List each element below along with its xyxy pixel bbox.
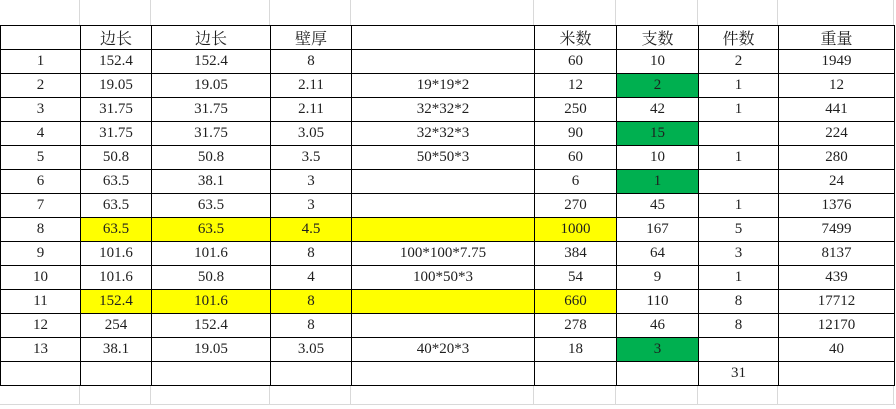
cell-spec[interactable]: 100*50*3 bbox=[352, 266, 535, 290]
cell-count-jian[interactable] bbox=[699, 122, 779, 146]
cell-row-number[interactable]: 5 bbox=[1, 146, 81, 170]
cell-row-number[interactable]: 13 bbox=[1, 338, 81, 362]
cell-row-number[interactable]: 9 bbox=[1, 242, 81, 266]
empty-spreadsheet-cell[interactable] bbox=[534, 0, 616, 25]
cell-spec[interactable]: 32*32*3 bbox=[352, 122, 535, 146]
cell-side-length-a[interactable]: 19.05 bbox=[81, 74, 152, 98]
cell-row-number[interactable]: 8 bbox=[1, 218, 81, 242]
cell-meters[interactable]: 60 bbox=[535, 50, 617, 74]
cell-meters[interactable]: 384 bbox=[535, 242, 617, 266]
table-row bbox=[1, 74, 895, 98]
empty-spreadsheet-cell[interactable] bbox=[616, 386, 698, 404]
table-row bbox=[1, 290, 895, 314]
cell-side-length-a[interactable]: 152.4 bbox=[81, 290, 152, 314]
cell-row-number[interactable]: 7 bbox=[1, 194, 81, 218]
cell-spec[interactable] bbox=[352, 218, 535, 242]
cell-side-length-b[interactable]: 152.4 bbox=[152, 50, 271, 74]
cell-wall-thickness[interactable]: 3.05 bbox=[271, 122, 352, 146]
empty-spreadsheet-cell[interactable] bbox=[270, 0, 351, 25]
cell-side-length-a[interactable]: 254 bbox=[81, 314, 152, 338]
cell-side-length-b[interactable]: 63.5 bbox=[152, 218, 271, 242]
cell-wall-thickness[interactable]: 8 bbox=[271, 242, 352, 266]
header-row bbox=[1, 26, 895, 50]
cell-side-length-a[interactable] bbox=[81, 362, 152, 386]
cell-wall-thickness[interactable]: 8 bbox=[271, 50, 352, 74]
empty-spreadsheet-cell[interactable] bbox=[698, 386, 778, 404]
cell-side-length-b[interactable]: 101.6 bbox=[152, 242, 271, 266]
cell-count-jian[interactable]: 8 bbox=[699, 314, 779, 338]
cell-count-jian[interactable]: 1 bbox=[699, 146, 779, 170]
cell-wall-thickness[interactable]: 4.5 bbox=[271, 218, 352, 242]
cell-side-length-b[interactable]: 38.1 bbox=[152, 170, 271, 194]
table-row bbox=[1, 218, 895, 242]
empty-spreadsheet-cell[interactable] bbox=[778, 0, 894, 25]
empty-spreadsheet-cell[interactable] bbox=[616, 0, 698, 25]
cell-side-length-b[interactable]: 19.05 bbox=[152, 338, 271, 362]
cell-side-length-a[interactable]: 152.4 bbox=[81, 50, 152, 74]
empty-spreadsheet-cell[interactable] bbox=[270, 386, 351, 404]
cell-meters[interactable]: 18 bbox=[535, 338, 617, 362]
spreadsheet-table bbox=[0, 25, 895, 386]
cell-side-length-a[interactable]: 63.5 bbox=[81, 218, 152, 242]
cell-spec[interactable] bbox=[352, 362, 535, 386]
cell-count-zhi[interactable]: 9 bbox=[617, 266, 699, 290]
cell-spec[interactable] bbox=[352, 194, 535, 218]
cell-spec[interactable]: 50*50*3 bbox=[352, 146, 535, 170]
cell-row-number[interactable]: 10 bbox=[1, 266, 81, 290]
cell-spec[interactable] bbox=[352, 314, 535, 338]
table-row bbox=[1, 266, 895, 290]
empty-spreadsheet-cell[interactable] bbox=[80, 0, 151, 25]
empty-spreadsheet-cell[interactable] bbox=[351, 386, 534, 404]
cell-count-jian[interactable]: 1 bbox=[699, 74, 779, 98]
header-cell-spec[interactable] bbox=[352, 26, 535, 50]
cell-side-length-b[interactable] bbox=[152, 362, 271, 386]
empty-spreadsheet-cell[interactable] bbox=[534, 386, 616, 404]
header-cell-count-jian[interactable]: 件数 bbox=[699, 26, 779, 50]
empty-spreadsheet-cell[interactable] bbox=[0, 0, 80, 25]
cell-count-jian[interactable] bbox=[699, 170, 779, 194]
empty-spreadsheet-cell[interactable] bbox=[151, 0, 270, 25]
cell-side-length-b[interactable]: 19.05 bbox=[152, 74, 271, 98]
cell-count-zhi[interactable]: 167 bbox=[617, 218, 699, 242]
cell-weight[interactable]: 280 bbox=[779, 146, 895, 170]
cell-row-number[interactable]: 2 bbox=[1, 74, 81, 98]
cell-count-zhi[interactable]: 46 bbox=[617, 314, 699, 338]
header-cell-side-length-b[interactable]: 边长 bbox=[152, 26, 271, 50]
cell-weight[interactable]: 441 bbox=[779, 98, 895, 122]
empty-spreadsheet-cell[interactable] bbox=[351, 0, 534, 25]
cell-wall-thickness[interactable]: 3.5 bbox=[271, 146, 352, 170]
cell-count-jian[interactable]: 3 bbox=[699, 242, 779, 266]
cell-wall-thickness[interactable]: 3.05 bbox=[271, 338, 352, 362]
cell-meters[interactable]: 278 bbox=[535, 314, 617, 338]
cell-meters[interactable]: 12 bbox=[535, 74, 617, 98]
cell-count-zhi[interactable]: 15 bbox=[617, 122, 699, 146]
cell-count-jian[interactable]: 2 bbox=[699, 50, 779, 74]
cell-side-length-b[interactable]: 63.5 bbox=[152, 194, 271, 218]
empty-spreadsheet-cell[interactable] bbox=[0, 386, 80, 404]
cell-count-jian[interactable]: 5 bbox=[699, 218, 779, 242]
cell-count-jian[interactable]: 1 bbox=[699, 266, 779, 290]
cell-side-length-a[interactable]: 101.6 bbox=[81, 242, 152, 266]
cell-wall-thickness[interactable]: 8 bbox=[271, 314, 352, 338]
cell-wall-thickness[interactable]: 3 bbox=[271, 194, 352, 218]
header-cell-side-length-a[interactable]: 边长 bbox=[81, 26, 152, 50]
cell-weight[interactable]: 40 bbox=[779, 338, 895, 362]
cell-count-zhi[interactable] bbox=[617, 362, 699, 386]
bottom-gridline-row bbox=[0, 386, 895, 405]
cell-side-length-a[interactable]: 63.5 bbox=[81, 170, 152, 194]
cell-wall-thickness[interactable]: 4 bbox=[271, 266, 352, 290]
top-gridline-row bbox=[0, 0, 895, 25]
cell-count-zhi[interactable]: 10 bbox=[617, 50, 699, 74]
table-row bbox=[1, 314, 895, 338]
cell-weight[interactable]: 12 bbox=[779, 74, 895, 98]
cell-side-length-b[interactable]: 31.75 bbox=[152, 122, 271, 146]
empty-spreadsheet-cell[interactable] bbox=[80, 386, 151, 404]
cell-wall-thickness[interactable] bbox=[271, 362, 352, 386]
cell-meters[interactable]: 6 bbox=[535, 170, 617, 194]
cell-weight[interactable]: 1949 bbox=[779, 50, 895, 74]
table-row bbox=[1, 338, 895, 362]
cell-meters[interactable]: 1000 bbox=[535, 218, 617, 242]
table-row bbox=[1, 170, 895, 194]
cell-side-length-b[interactable]: 50.8 bbox=[152, 146, 271, 170]
cell-meters[interactable]: 90 bbox=[535, 122, 617, 146]
table-body bbox=[1, 26, 895, 386]
table-row bbox=[1, 50, 895, 74]
header-cell-meters[interactable]: 米数 bbox=[535, 26, 617, 50]
cell-count-zhi[interactable]: 2 bbox=[617, 74, 699, 98]
cell-row-number[interactable]: 6 bbox=[1, 170, 81, 194]
cell-weight[interactable]: 7499 bbox=[779, 218, 895, 242]
cell-wall-thickness[interactable]: 3 bbox=[271, 170, 352, 194]
cell-spec[interactable]: 32*32*2 bbox=[352, 98, 535, 122]
empty-spreadsheet-cell[interactable] bbox=[151, 386, 270, 404]
cell-wall-thickness[interactable]: 8 bbox=[271, 290, 352, 314]
cell-count-zhi[interactable]: 64 bbox=[617, 242, 699, 266]
cell-weight[interactable]: 12170 bbox=[779, 314, 895, 338]
cell-spec[interactable]: 40*20*3 bbox=[352, 338, 535, 362]
cell-count-zhi[interactable]: 110 bbox=[617, 290, 699, 314]
cell-meters[interactable]: 660 bbox=[535, 290, 617, 314]
cell-weight[interactable]: 1376 bbox=[779, 194, 895, 218]
cell-side-length-a[interactable]: 31.75 bbox=[81, 98, 152, 122]
cell-wall-thickness[interactable]: 2.11 bbox=[271, 98, 352, 122]
cell-weight[interactable]: 224 bbox=[779, 122, 895, 146]
cell-count-jian[interactable]: 8 bbox=[699, 290, 779, 314]
table-row bbox=[1, 194, 895, 218]
cell-count-jian[interactable]: 1 bbox=[699, 98, 779, 122]
cell-count-zhi[interactable]: 3 bbox=[617, 338, 699, 362]
cell-count-jian[interactable]: 1 bbox=[699, 194, 779, 218]
cell-row-number[interactable]: 11 bbox=[1, 290, 81, 314]
cell-weight[interactable]: 8137 bbox=[779, 242, 895, 266]
cell-meters[interactable]: 54 bbox=[535, 266, 617, 290]
cell-meters[interactable]: 270 bbox=[535, 194, 617, 218]
cell-count-zhi[interactable]: 10 bbox=[617, 146, 699, 170]
cell-side-length-b[interactable]: 101.6 bbox=[152, 290, 271, 314]
cell-side-length-a[interactable]: 63.5 bbox=[81, 194, 152, 218]
cell-count-jian[interactable] bbox=[699, 338, 779, 362]
cell-side-length-a[interactable]: 38.1 bbox=[81, 338, 152, 362]
cell-spec[interactable] bbox=[352, 290, 535, 314]
cell-meters[interactable]: 250 bbox=[535, 98, 617, 122]
cell-count-jian[interactable]: 31 bbox=[699, 362, 779, 386]
cell-weight[interactable]: 17712 bbox=[779, 290, 895, 314]
cell-side-length-b[interactable]: 31.75 bbox=[152, 98, 271, 122]
cell-side-length-b[interactable]: 152.4 bbox=[152, 314, 271, 338]
cell-count-zhi[interactable]: 45 bbox=[617, 194, 699, 218]
header-cell-row-number[interactable] bbox=[1, 26, 81, 50]
cell-spec[interactable] bbox=[352, 170, 535, 194]
cell-spec[interactable]: 100*100*7.75 bbox=[352, 242, 535, 266]
cell-count-zhi[interactable]: 1 bbox=[617, 170, 699, 194]
cell-side-length-a[interactable]: 31.75 bbox=[81, 122, 152, 146]
cell-spec[interactable]: 19*19*2 bbox=[352, 74, 535, 98]
table-row bbox=[1, 362, 895, 386]
cell-meters[interactable] bbox=[535, 362, 617, 386]
cell-row-number[interactable]: 1 bbox=[1, 50, 81, 74]
header-cell-count-zhi[interactable]: 支数 bbox=[617, 26, 699, 50]
header-cell-wall-thickness[interactable]: 壁厚 bbox=[271, 26, 352, 50]
cell-row-number[interactable]: 12 bbox=[1, 314, 81, 338]
cell-spec[interactable] bbox=[352, 50, 535, 74]
table-row bbox=[1, 146, 895, 170]
cell-weight[interactable]: 439 bbox=[779, 266, 895, 290]
cell-side-length-b[interactable]: 50.8 bbox=[152, 266, 271, 290]
cell-wall-thickness[interactable]: 2.11 bbox=[271, 74, 352, 98]
cell-weight[interactable] bbox=[779, 362, 895, 386]
cell-count-zhi[interactable]: 42 bbox=[617, 98, 699, 122]
cell-row-number[interactable]: 4 bbox=[1, 122, 81, 146]
cell-meters[interactable]: 60 bbox=[535, 146, 617, 170]
cell-side-length-a[interactable]: 50.8 bbox=[81, 146, 152, 170]
cell-side-length-a[interactable]: 101.6 bbox=[81, 266, 152, 290]
table-row bbox=[1, 98, 895, 122]
header-cell-weight[interactable]: 重量 bbox=[779, 26, 895, 50]
table-row bbox=[1, 242, 895, 266]
table-row bbox=[1, 122, 895, 146]
cell-weight[interactable]: 24 bbox=[779, 170, 895, 194]
empty-spreadsheet-cell[interactable] bbox=[698, 0, 778, 25]
empty-spreadsheet-cell[interactable] bbox=[778, 386, 894, 404]
cell-row-number[interactable]: 3 bbox=[1, 98, 81, 122]
cell-row-number[interactable] bbox=[1, 362, 81, 386]
